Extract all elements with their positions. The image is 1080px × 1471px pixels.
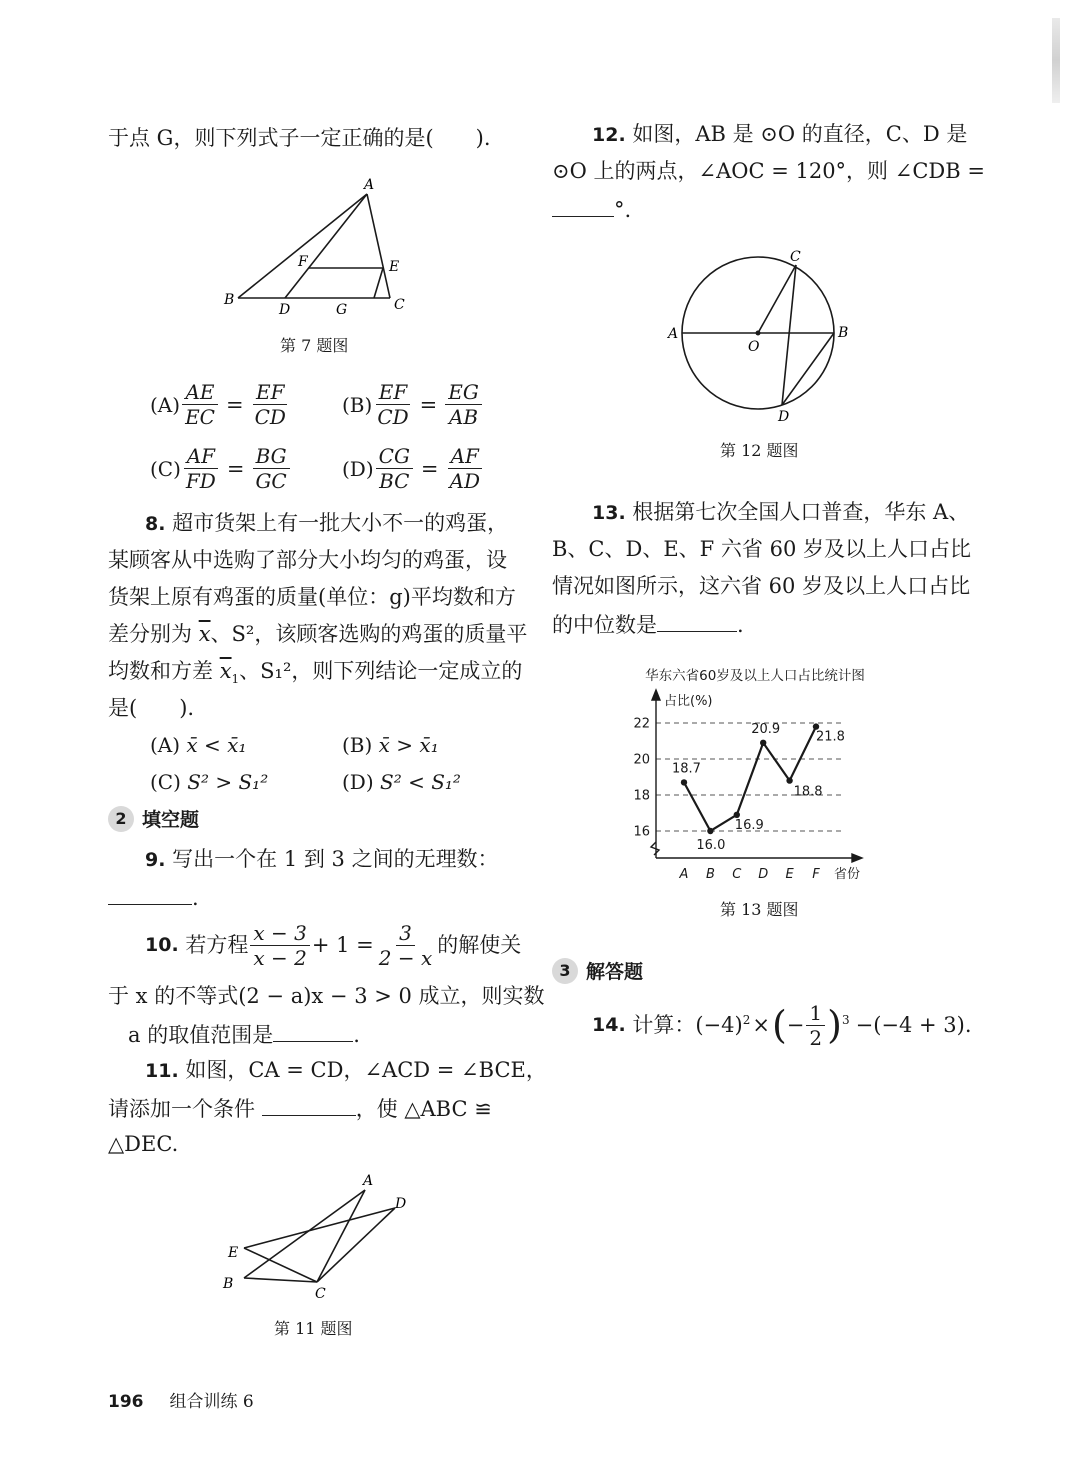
chart-value-label-A: 18.7 (672, 761, 701, 777)
q8-line1: 8. 超市货架上有一批大小不一的鸡蛋， (145, 511, 509, 535)
section-3-badge: 3 (552, 958, 578, 984)
q11-answer-blank[interactable] (262, 1089, 356, 1116)
q7-option-a-tag: (A) (150, 392, 181, 417)
chart-xtick-B: B (705, 867, 715, 882)
chart-value-label-B: 16.0 (696, 838, 726, 853)
chart-title: 华东六省60岁及以上人口占比统计图 (645, 668, 865, 684)
q13-line4: 的中位数是 . (552, 605, 744, 644)
q8-option-a[interactable]: (A) x̄ < x̄₁ (150, 733, 247, 757)
q13-line3: 情况如图所示，这六省 60 岁及以上人口占比 (552, 574, 971, 598)
q11-figure-caption: 第 11 题图 (274, 1319, 353, 1338)
q10-answer-blank[interactable] (273, 1015, 353, 1042)
q12-label-a: A (668, 326, 679, 342)
q12-line3: °. (552, 190, 631, 229)
chart-ytick-22: 22 (633, 716, 650, 732)
q9-answer-blank[interactable] (108, 878, 192, 905)
q7-label-f: F (298, 254, 308, 270)
q7-option-c-frac2: $\frac{BG}{GC}$ (252, 444, 289, 493)
q13-answer-blank[interactable] (657, 605, 737, 632)
chart-y-axis-label: 占比(%) (664, 694, 713, 709)
section-2-header (108, 805, 199, 832)
chart-xtick-A: A (679, 867, 689, 882)
q7-option-b-frac2: $\frac{EG}{AB}$ (445, 380, 482, 429)
q12-label-d: D (778, 409, 790, 425)
q10-line1: 10. 若方程 $\frac{x - 3}{x - 2}$ + 1 = $\frac{3}{2 - x}$ 的解使关 (145, 921, 522, 970)
q12-segment-db (782, 333, 834, 405)
q7-option-a[interactable]: (A) $\frac{AE}{EC}$ = $\frac{EF}{CD}$ (150, 380, 291, 429)
chart-value-label-C: 16.9 (734, 817, 764, 833)
q7-label-e: E (389, 259, 400, 275)
q13-line1: 13. 根据第七次全国人口普查，华东 A、 (592, 500, 970, 524)
q11-label-a: A (363, 1173, 374, 1189)
q8-option-b[interactable]: (B) x̄ > x̄₁ (342, 733, 439, 757)
q9-answer-line: . (108, 878, 199, 917)
q11-label-c: C (315, 1286, 326, 1302)
q13-figure-caption: 第 13 题图 (720, 900, 799, 919)
q12-circle-figure (660, 240, 860, 430)
scan-edge-mark (1052, 18, 1060, 103)
q7-option-b[interactable]: (B) $\frac{EF}{CD}$ = $\frac{EG}{AB}$ (342, 380, 484, 429)
q12-line2: ⊙O 上的两点，∠AOC = 120°，则 ∠CDB = (552, 159, 985, 183)
q14-expression: 14. 计算：(−4) $^2$ × ( − $\frac{1}{2}$ ) $^3$ −(−4 + 3). (592, 1000, 972, 1050)
q8-line5: 均数和方差 $\overline{x}_1$、S₁²，则下列结论一定成立的 (108, 659, 523, 687)
q7-option-c-tag: (C) (150, 456, 181, 481)
q7-option-d[interactable]: (D) $\frac{CG}{BC}$ = $\frac{AF}{AD}$ (342, 444, 485, 493)
q7-option-a-frac1: $\frac{AE}{EC}$ (182, 380, 218, 429)
q7-segment-ad (285, 194, 367, 298)
q7-intro: 于点 G，则下列式子一定正确的是( ). (108, 126, 491, 150)
q12-answer-blank[interactable] (552, 190, 614, 217)
q10-line2: 于 x 的不等式(2 − a)x − 3 > 0 成立，则实数 (108, 984, 545, 1008)
chart-ytick-18: 18 (633, 788, 650, 804)
page-footer (108, 1387, 254, 1412)
q7-option-c[interactable]: (C) $\frac{AF}{FD}$ = $\frac{BG}{GC}$ (150, 444, 292, 493)
q7-option-d-tag: (D) (342, 456, 374, 481)
section-3-title: 解答题 (586, 961, 644, 983)
chart-x-axis-label: 省份 (834, 867, 861, 882)
q7-segment-eg (374, 268, 383, 298)
q11-segment-ba (244, 1190, 365, 1278)
q8-option-c[interactable]: (C) S² > S₁² (150, 770, 269, 794)
q11-label-d: D (395, 1196, 407, 1212)
q7-label-b: B (224, 292, 235, 308)
chart-y-axis-arrow (652, 690, 660, 700)
q10-line3: a 的取值范围是 . (128, 1015, 360, 1054)
q11-segment-ec (244, 1248, 317, 1282)
page-number: 196 (108, 1392, 144, 1412)
section-3-header (552, 957, 643, 984)
chart-point-D (760, 740, 766, 746)
q8-line3: 货架上原有鸡蛋的质量(单位：g)平均数和方 (108, 585, 516, 609)
q11-line2: 请添加一个条件 ，使 △ABC ≌ (108, 1089, 492, 1128)
chart-value-label-F: 21.8 (816, 729, 845, 745)
q9-text: 9. 写出一个在 1 到 3 之间的无理数： (145, 847, 499, 871)
q11-label-b: B (223, 1276, 234, 1292)
chart-xtick-D: D (758, 867, 769, 882)
chart-xtick-C: C (732, 867, 742, 882)
q11-segment-bc (244, 1278, 317, 1282)
q13-line2: B、C、D、E、F 六省 60 岁及以上人口占比 (552, 537, 971, 561)
q14-fraction: $\frac{1}{2}$ (806, 1001, 825, 1050)
chart-point-A (681, 779, 687, 785)
q12-line1: 12. 如图，AB 是 ⊙O 的直径，C、D 是 (592, 122, 968, 146)
q7-option-a-frac2: $\frac{EF}{CD}$ (254, 380, 286, 429)
chart-value-label-E: 18.8 (793, 784, 823, 800)
q7-label-a: A (364, 177, 375, 193)
chart-x-axis-arrow (852, 854, 862, 862)
q7-triangle-figure (210, 170, 430, 320)
q7-option-d-frac2: $\frac{AF}{AD}$ (449, 444, 481, 493)
q12-label-c: C (790, 249, 801, 265)
q8-line6: 是( ). (108, 696, 195, 720)
q11-line1: 11. 如图，CA = CD，∠ACD = ∠BCE， (145, 1058, 547, 1082)
q7-label-d: D (279, 302, 291, 318)
q7-option-b-frac1: $\frac{EF}{CD}$ (377, 380, 409, 429)
q11-label-e: E (228, 1245, 239, 1261)
q11-line3: △DEC. (108, 1132, 179, 1156)
chart-series-line (684, 727, 816, 831)
chart-xtick-E: E (785, 867, 794, 882)
q7-figure-caption: 第 7 题图 (280, 336, 349, 355)
chart-xtick-F: F (812, 867, 820, 882)
q12-label-o: O (748, 339, 760, 355)
section-2-badge: 2 (108, 806, 134, 832)
q8-line4: 差分别为 $\overline{x}$、S²，该顾客选购的鸡蛋的质量平 (108, 622, 528, 646)
q7-option-b-tag: (B) (342, 392, 373, 417)
chart-axis-break (651, 842, 659, 855)
q12-label-b: B (838, 325, 849, 341)
q7-segment-ab (238, 194, 367, 298)
footer-title: 组合训练 6 (169, 1392, 254, 1412)
q11-segment-ed (244, 1208, 395, 1248)
q7-option-c-frac1: $\frac{AF}{FD}$ (183, 444, 219, 493)
chart-ytick-16: 16 (633, 824, 650, 840)
q11-figure (215, 1168, 415, 1308)
chart-ytick-20: 20 (633, 752, 650, 768)
chart-value-label-D: 20.9 (751, 721, 781, 737)
chart-point-E (786, 777, 792, 783)
q8-line2: 某顾客从中选购了部分大小均匀的鸡蛋，设 (108, 548, 507, 572)
q7-label-g: G (336, 302, 348, 318)
q10-fraction-2: $\frac{3}{2 - x}$ (378, 921, 433, 970)
q10-fraction-1: $\frac{x - 3}{x - 2}$ (250, 921, 309, 970)
q11-segment-ac (317, 1190, 365, 1282)
q7-option-d-frac1: $\frac{CG}{BC}$ (376, 444, 413, 493)
q12-center-point (756, 331, 761, 336)
chart-point-B (707, 828, 713, 834)
q7-label-c: C (394, 297, 405, 313)
q12-figure-caption: 第 12 题图 (720, 441, 799, 460)
q13-line-chart (620, 660, 890, 890)
q8-option-d[interactable]: (D) S² < S₁² (342, 770, 461, 794)
section-2-title: 填空题 (142, 809, 200, 831)
